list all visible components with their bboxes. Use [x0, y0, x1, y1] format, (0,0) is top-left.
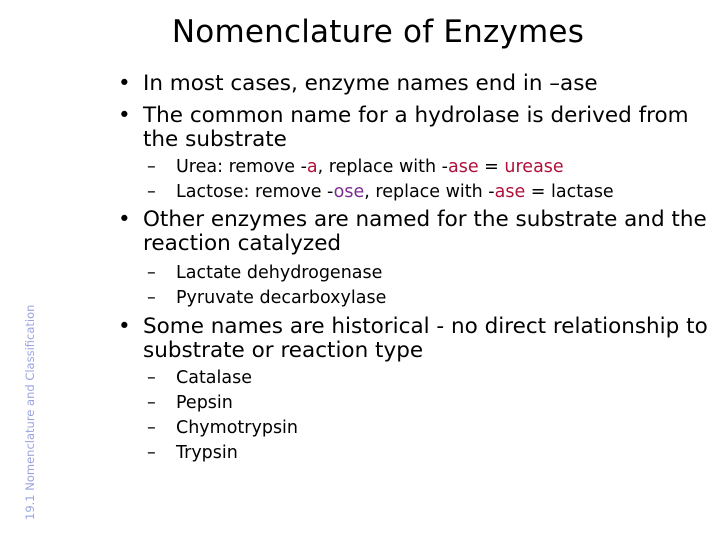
- sub-item: – Lactate dehydrogenase: [147, 261, 382, 286]
- sub-item: – Lactose: remove -ose, replace with -ase = lactase: [147, 180, 614, 205]
- dash-icon: –: [147, 182, 156, 202]
- dash-icon: –: [147, 393, 156, 413]
- dash-icon: –: [147, 418, 156, 438]
- bullet-item: [118, 72, 720, 96]
- bullet-text: Some names are historical - no direct relationship to substrate or reaction type: [143, 314, 708, 363]
- bullet-item: [118, 104, 720, 151]
- dash-icon: –: [147, 368, 156, 388]
- sub-item: – Pepsin: [147, 391, 233, 416]
- dash-icon: –: [147, 288, 156, 308]
- sub-item: – Urea: remove -a, replace with -ase = urease: [147, 155, 564, 180]
- sub-item: – Pyruvate decarboxylase: [147, 286, 386, 311]
- bullet-icon: •: [118, 103, 131, 128]
- dash-icon: –: [147, 263, 156, 283]
- bullet-icon: •: [118, 71, 131, 96]
- sub-item: – Chymotrypsin: [147, 416, 298, 441]
- bullet-item: [118, 315, 720, 362]
- bullet-item: [118, 208, 720, 255]
- bullet-text: The common name for a hydrolase is derived from the substrate: [143, 103, 689, 152]
- dash-icon: –: [147, 157, 156, 177]
- bullet-text: In most cases, enzyme names end in –ase: [143, 71, 598, 96]
- sub-item: – Trypsin: [147, 441, 238, 466]
- sub-item: – Catalase: [147, 366, 252, 391]
- bullet-text: Other enzymes are named for the substrate and the reaction catalyzed: [143, 207, 707, 256]
- bullet-icon: •: [118, 207, 131, 232]
- slide-title: Nomenclature of Enzymes: [171, 14, 585, 50]
- section-label: 19.1 Nomenclature and Classification: [23, 304, 37, 520]
- bullet-icon: •: [118, 314, 131, 339]
- dash-icon: –: [147, 443, 156, 463]
